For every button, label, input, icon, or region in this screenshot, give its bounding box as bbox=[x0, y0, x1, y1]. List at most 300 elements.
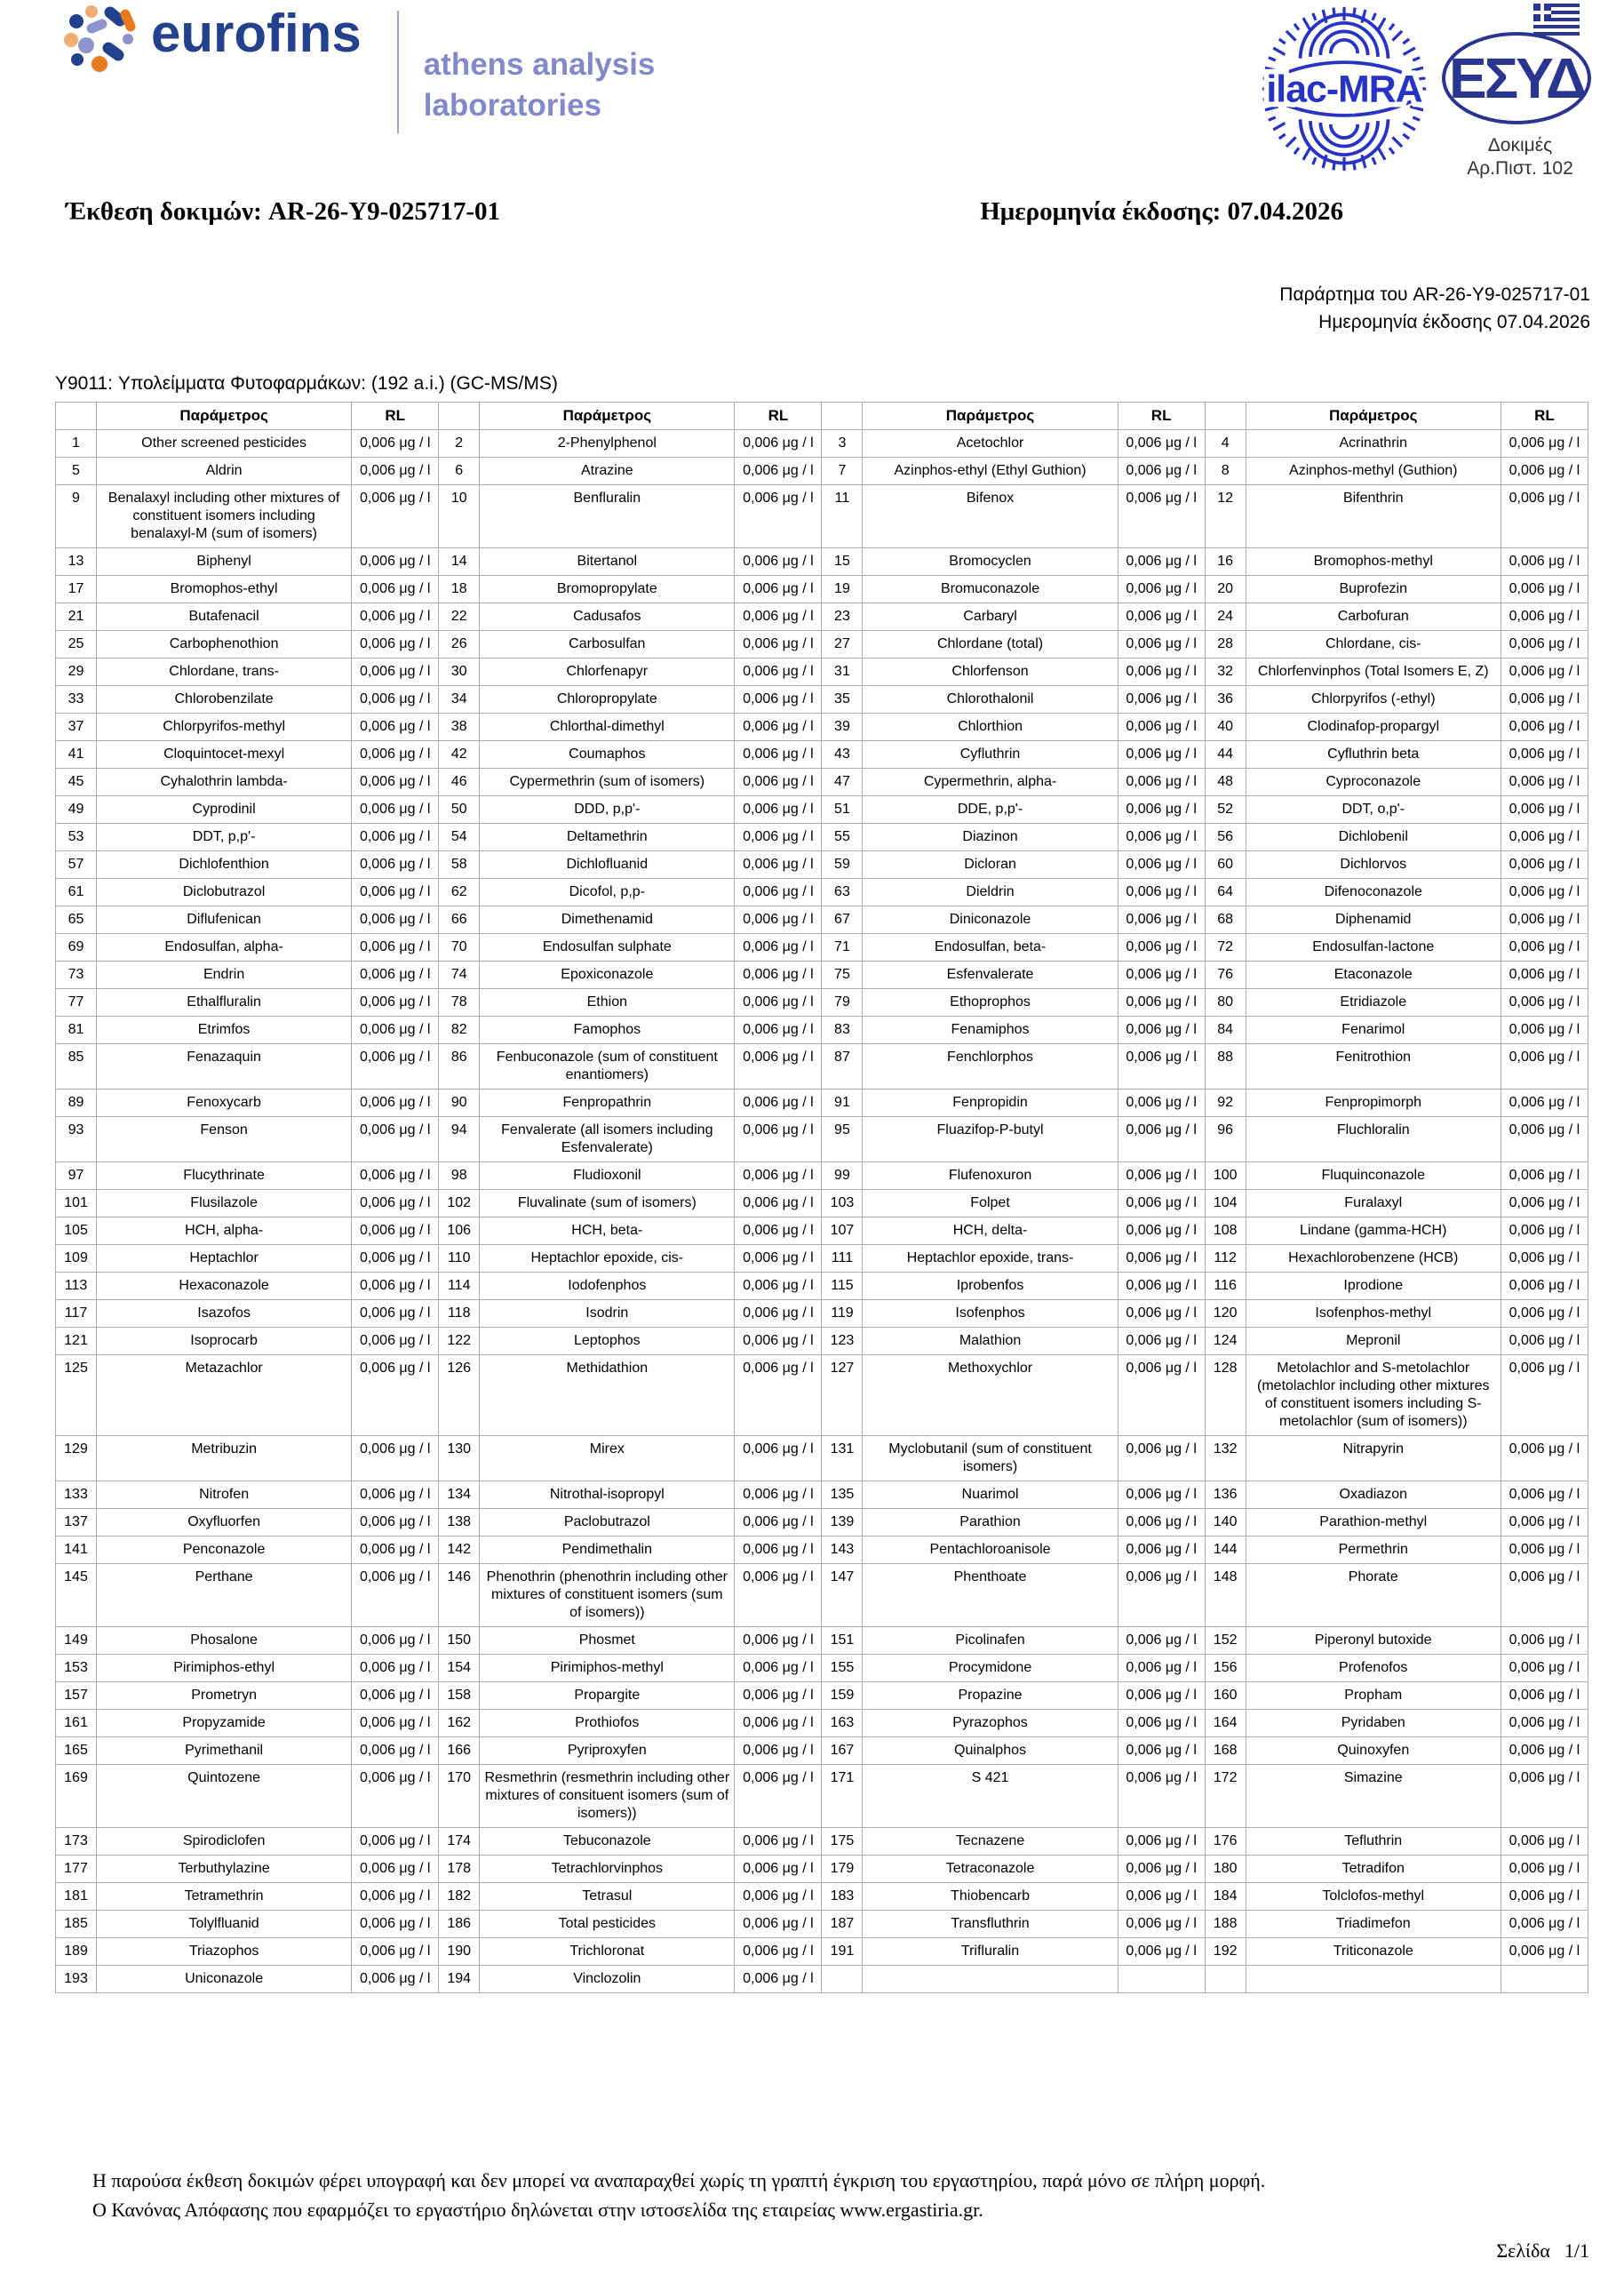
param-number-cell: 159 bbox=[822, 1682, 863, 1710]
param-number-cell: 99 bbox=[822, 1162, 863, 1190]
rl-value-cell: 0,006 μg / l bbox=[352, 1564, 439, 1627]
param-name-cell: Cyprodinil bbox=[97, 796, 352, 824]
param-name-cell: Heptachlor epoxide, cis- bbox=[480, 1245, 735, 1273]
param-number-cell: 21 bbox=[56, 603, 97, 631]
param-number-cell: 30 bbox=[439, 659, 480, 686]
rl-value-cell: 0,006 μg / l bbox=[1501, 485, 1588, 548]
rl-value-cell: 0,006 μg / l bbox=[1501, 1481, 1588, 1509]
param-number-cell: 181 bbox=[56, 1883, 97, 1911]
param-number-cell: 117 bbox=[56, 1300, 97, 1328]
accreditation-block bbox=[1260, 2, 1599, 180]
param-number-cell: 38 bbox=[439, 714, 480, 741]
param-number-cell: 147 bbox=[822, 1564, 863, 1627]
annex-reference: Παράρτημα του AR-26-Y9-025717-01 bbox=[1279, 284, 1590, 305]
param-name-cell: Carbaryl bbox=[863, 603, 1118, 631]
param-name-cell: Prothiofos bbox=[480, 1710, 735, 1737]
param-name-cell: Metolachlor and S-metolachlor (metolachlor including other mixtures of constituent isomers including S-metolachlor (sum of isomers)) bbox=[1246, 1355, 1501, 1436]
param-number-cell: 94 bbox=[439, 1117, 480, 1162]
param-name-cell: Diazinon bbox=[863, 824, 1118, 851]
rl-header-cell: RL bbox=[1118, 403, 1205, 430]
param-name-cell: Fenvalerate (all isomers including Esfenvalerate) bbox=[480, 1117, 735, 1162]
table-row bbox=[56, 962, 1588, 989]
rl-value-cell: 0,006 μg / l bbox=[1501, 1537, 1588, 1564]
param-name-cell: Etridiazole bbox=[1246, 989, 1501, 1017]
table-row bbox=[56, 458, 1588, 485]
rl-value-cell: 0,006 μg / l bbox=[352, 576, 439, 603]
param-name-cell: Chlorothalonil bbox=[863, 686, 1118, 714]
param-number-cell: 154 bbox=[439, 1655, 480, 1682]
param-name-cell: Pirimiphos-methyl bbox=[480, 1655, 735, 1682]
rl-value-cell: 0,006 μg / l bbox=[1118, 962, 1205, 989]
param-number-cell: 146 bbox=[439, 1564, 480, 1627]
annex-block bbox=[1279, 281, 1590, 336]
table-row bbox=[56, 1117, 1588, 1162]
param-header-cell: Παράμετρος bbox=[97, 403, 352, 430]
param-name-cell: Benalaxyl including other mixtures of constituent isomers including benalaxyl-M (sum of isomers) bbox=[97, 485, 352, 548]
param-name-cell: Endrin bbox=[97, 962, 352, 989]
param-number-cell: 114 bbox=[439, 1273, 480, 1300]
param-name-cell: Buprofezin bbox=[1246, 576, 1501, 603]
param-number-cell: 49 bbox=[56, 796, 97, 824]
param-number-cell: 92 bbox=[1205, 1090, 1246, 1117]
param-number-cell: 161 bbox=[56, 1710, 97, 1737]
param-number-cell: 134 bbox=[439, 1481, 480, 1509]
param-number-cell: 6 bbox=[439, 458, 480, 485]
param-name-cell: Picolinafen bbox=[863, 1627, 1118, 1655]
rl-value-cell: 0,006 μg / l bbox=[1118, 686, 1205, 714]
param-name-cell: Carbofuran bbox=[1246, 603, 1501, 631]
table-row bbox=[56, 1481, 1588, 1509]
rl-value-cell: 0,006 μg / l bbox=[735, 769, 822, 796]
rl-value-cell: 0,006 μg / l bbox=[352, 1481, 439, 1509]
brand-subtitle-line2: laboratories bbox=[423, 88, 602, 123]
param-number-cell: 177 bbox=[56, 1856, 97, 1883]
rl-value-cell: 0,006 μg / l bbox=[1118, 1655, 1205, 1682]
rl-value-cell: 0,006 μg / l bbox=[735, 1737, 822, 1765]
param-number-cell: 162 bbox=[439, 1710, 480, 1737]
table-row bbox=[56, 1710, 1588, 1737]
rl-value-cell: 0,006 μg / l bbox=[352, 1162, 439, 1190]
param-number-cell: 48 bbox=[1205, 769, 1246, 796]
table-row bbox=[56, 548, 1588, 576]
param-name-cell: Propazine bbox=[863, 1682, 1118, 1710]
param-name-cell: Tetrachlorvinphos bbox=[480, 1856, 735, 1883]
param-name-cell: Fenoxycarb bbox=[97, 1090, 352, 1117]
param-number-cell: 68 bbox=[1205, 906, 1246, 934]
rl-value-cell: 0,006 μg / l bbox=[735, 1627, 822, 1655]
param-number-cell: 132 bbox=[1205, 1436, 1246, 1481]
param-name-cell: Fenarimol bbox=[1246, 1017, 1501, 1044]
param-name-cell: Fluazifop-P-butyl bbox=[863, 1117, 1118, 1162]
table-row bbox=[56, 1217, 1588, 1245]
param-name-cell: Fenson bbox=[97, 1117, 352, 1162]
param-name-cell: Leptophos bbox=[480, 1328, 735, 1355]
param-name-cell: Permethrin bbox=[1246, 1537, 1501, 1564]
param-name-cell: Oxyfluorfen bbox=[97, 1509, 352, 1537]
param-number-cell: 11 bbox=[822, 485, 863, 548]
param-number-cell: 74 bbox=[439, 962, 480, 989]
index-header-cell bbox=[1205, 403, 1246, 430]
ilac-mra-seal-icon bbox=[1260, 2, 1429, 180]
param-name-cell: Cyproconazole bbox=[1246, 769, 1501, 796]
index-header-cell bbox=[822, 403, 863, 430]
param-name-cell: Famophos bbox=[480, 1017, 735, 1044]
issue-date: Ημερομηνία έκδοσης: 07.04.2026 bbox=[980, 197, 1343, 226]
param-number-cell: 186 bbox=[439, 1911, 480, 1938]
param-name-cell: Cyfluthrin beta bbox=[1246, 741, 1501, 769]
param-name-cell: Esfenvalerate bbox=[863, 962, 1118, 989]
table-row bbox=[56, 1509, 1588, 1537]
rl-value-cell: 0,006 μg / l bbox=[352, 1509, 439, 1537]
rl-value-cell: 0,006 μg / l bbox=[1501, 1765, 1588, 1828]
rl-value-cell: 0,006 μg / l bbox=[352, 1117, 439, 1162]
rl-value-cell: 0,006 μg / l bbox=[1118, 1044, 1205, 1090]
param-name-cell: Fenpropidin bbox=[863, 1090, 1118, 1117]
param-name-cell: Tebuconazole bbox=[480, 1828, 735, 1856]
param-number-cell: 158 bbox=[439, 1682, 480, 1710]
table-row bbox=[56, 1162, 1588, 1190]
param-number-cell: 7 bbox=[822, 458, 863, 485]
param-name-cell: Cadusafos bbox=[480, 603, 735, 631]
param-number-cell: 87 bbox=[822, 1044, 863, 1090]
rl-value-cell: 0,006 μg / l bbox=[1501, 906, 1588, 934]
footnote bbox=[92, 2166, 1265, 2224]
rl-value-cell: 0,006 μg / l bbox=[735, 1938, 822, 1966]
rl-value-cell: 0,006 μg / l bbox=[735, 1355, 822, 1436]
param-name-cell: Fenpropimorph bbox=[1246, 1090, 1501, 1117]
param-name-cell: Pirimiphos-ethyl bbox=[97, 1655, 352, 1682]
param-name-cell: Parathion bbox=[863, 1509, 1118, 1537]
param-number-cell: 32 bbox=[1205, 659, 1246, 686]
table-row bbox=[56, 879, 1588, 906]
param-number-cell: 100 bbox=[1205, 1162, 1246, 1190]
param-number-cell: 37 bbox=[56, 714, 97, 741]
param-number-cell: 141 bbox=[56, 1537, 97, 1564]
param-name-cell: Fenamiphos bbox=[863, 1017, 1118, 1044]
rl-header-cell: RL bbox=[1501, 403, 1588, 430]
rl-value-cell: 0,006 μg / l bbox=[1118, 1938, 1205, 1966]
rl-value-cell: 0,006 μg / l bbox=[735, 631, 822, 659]
param-name-cell: Quinalphos bbox=[863, 1737, 1118, 1765]
rl-value-cell: 0,006 μg / l bbox=[352, 659, 439, 686]
param-number-cell: 156 bbox=[1205, 1655, 1246, 1682]
rl-value-cell: 0,006 μg / l bbox=[1501, 1162, 1588, 1190]
table-row bbox=[56, 603, 1588, 631]
rl-value-cell: 0,006 μg / l bbox=[735, 1537, 822, 1564]
param-number-cell: 179 bbox=[822, 1856, 863, 1883]
table-row bbox=[56, 1355, 1588, 1436]
rl-value-cell: 0,006 μg / l bbox=[735, 430, 822, 458]
rl-value-cell: 0,006 μg / l bbox=[1501, 1938, 1588, 1966]
param-name-cell: Bromophos-methyl bbox=[1246, 548, 1501, 576]
param-name-cell: Tetrasul bbox=[480, 1883, 735, 1911]
param-name-cell: Nitrothal-isopropyl bbox=[480, 1481, 735, 1509]
rl-value-cell: 0,006 μg / l bbox=[735, 1655, 822, 1682]
param-number-cell: 50 bbox=[439, 796, 480, 824]
rl-value-cell: 0,006 μg / l bbox=[735, 686, 822, 714]
param-number-cell: 116 bbox=[1205, 1273, 1246, 1300]
table-row bbox=[56, 741, 1588, 769]
rl-value-cell: 0,006 μg / l bbox=[1501, 1017, 1588, 1044]
rl-value-cell: 0,006 μg / l bbox=[735, 1883, 822, 1911]
rl-value-cell: 0,006 μg / l bbox=[352, 824, 439, 851]
rl-value-cell: 0,006 μg / l bbox=[352, 796, 439, 824]
param-number-cell: 9 bbox=[56, 485, 97, 548]
param-number-cell: 120 bbox=[1205, 1300, 1246, 1328]
rl-value-cell: 0,006 μg / l bbox=[735, 1162, 822, 1190]
param-name-cell: Diphenamid bbox=[1246, 906, 1501, 934]
param-number-cell: 55 bbox=[822, 824, 863, 851]
rl-value-cell: 0,006 μg / l bbox=[1501, 1509, 1588, 1537]
footnote-line1: Η παρούσα έκθεση δοκιμών φέρει υπογραφή και δεν μπορεί να αναπαραχθεί χωρίς τη γραπτή έγκριση του εργαστηρίου, παρά μόνο σε πλήρη μορφή. bbox=[92, 2169, 1266, 2191]
param-number-cell: 19 bbox=[822, 576, 863, 603]
param-name-cell: Dieldrin bbox=[863, 879, 1118, 906]
rl-value-cell: 0,006 μg / l bbox=[352, 1627, 439, 1655]
rl-value-cell: 0,006 μg / l bbox=[1118, 714, 1205, 741]
param-number-cell: 85 bbox=[56, 1044, 97, 1090]
param-number-cell: 45 bbox=[56, 769, 97, 796]
rl-value-cell: 0,006 μg / l bbox=[1118, 1737, 1205, 1765]
param-number-cell: 160 bbox=[1205, 1682, 1246, 1710]
param-name-cell: Deltamethrin bbox=[480, 824, 735, 851]
param-name-cell: Chlorpyrifos-methyl bbox=[97, 714, 352, 741]
param-header-cell: Παράμετρος bbox=[863, 403, 1118, 430]
rl-value-cell: 0,006 μg / l bbox=[735, 1509, 822, 1537]
table-row bbox=[56, 686, 1588, 714]
param-number-cell: 172 bbox=[1205, 1765, 1246, 1828]
rl-value-cell: 0,006 μg / l bbox=[1501, 1627, 1588, 1655]
param-number-cell: 157 bbox=[56, 1682, 97, 1710]
rl-value-cell: 0,006 μg / l bbox=[1118, 1300, 1205, 1328]
param-name-cell: Dichlorvos bbox=[1246, 851, 1501, 879]
param-name-cell: Tolylfluanid bbox=[97, 1911, 352, 1938]
param-number-cell: 76 bbox=[1205, 962, 1246, 989]
rl-value-cell bbox=[1501, 1966, 1588, 1993]
table-row bbox=[56, 659, 1588, 686]
param-name-cell: Triticonazole bbox=[1246, 1938, 1501, 1966]
rl-value-cell: 0,006 μg / l bbox=[735, 1828, 822, 1856]
rl-value-cell: 0,006 μg / l bbox=[1118, 1090, 1205, 1117]
rl-value-cell: 0,006 μg / l bbox=[735, 1190, 822, 1217]
param-name-cell: Fenazaquin bbox=[97, 1044, 352, 1090]
param-number-cell: 165 bbox=[56, 1737, 97, 1765]
param-name-cell: Epoxiconazole bbox=[480, 962, 735, 989]
param-name-cell: S 421 bbox=[863, 1765, 1118, 1828]
param-name-cell: Aldrin bbox=[97, 458, 352, 485]
rl-value-cell: 0,006 μg / l bbox=[735, 1911, 822, 1938]
param-number-cell: 83 bbox=[822, 1017, 863, 1044]
eurofins-logo-icon bbox=[64, 4, 139, 83]
param-number-cell: 72 bbox=[1205, 934, 1246, 962]
param-name-cell: Diclobutrazol bbox=[97, 879, 352, 906]
rl-value-cell bbox=[1118, 1966, 1205, 1993]
param-name-cell: Quinoxyfen bbox=[1246, 1737, 1501, 1765]
param-number-cell: 125 bbox=[56, 1355, 97, 1436]
rl-value-cell: 0,006 μg / l bbox=[1501, 631, 1588, 659]
param-name-cell: Chloropropylate bbox=[480, 686, 735, 714]
rl-value-cell: 0,006 μg / l bbox=[1118, 1883, 1205, 1911]
param-number-cell: 153 bbox=[56, 1655, 97, 1682]
param-number-cell: 8 bbox=[1205, 458, 1246, 485]
param-number-cell: 39 bbox=[822, 714, 863, 741]
param-name-cell: Perthane bbox=[97, 1564, 352, 1627]
param-header-cell: Παράμετρος bbox=[480, 403, 735, 430]
rl-value-cell: 0,006 μg / l bbox=[1118, 576, 1205, 603]
param-number-cell: 168 bbox=[1205, 1737, 1246, 1765]
param-number-cell: 2 bbox=[439, 430, 480, 458]
rl-value-cell: 0,006 μg / l bbox=[1118, 548, 1205, 576]
table-row bbox=[56, 430, 1588, 458]
param-number-cell: 115 bbox=[822, 1273, 863, 1300]
table-row bbox=[56, 1883, 1588, 1911]
param-number-cell: 183 bbox=[822, 1883, 863, 1911]
param-number-cell: 82 bbox=[439, 1017, 480, 1044]
table-row bbox=[56, 1300, 1588, 1328]
greek-flag-icon bbox=[1533, 4, 1580, 36]
param-number-cell: 104 bbox=[1205, 1190, 1246, 1217]
param-number-cell: 34 bbox=[439, 686, 480, 714]
rl-value-cell: 0,006 μg / l bbox=[735, 603, 822, 631]
param-number-cell: 22 bbox=[439, 603, 480, 631]
rl-value-cell: 0,006 μg / l bbox=[352, 714, 439, 741]
rl-value-cell: 0,006 μg / l bbox=[1118, 1328, 1205, 1355]
rl-value-cell: 0,006 μg / l bbox=[1501, 1655, 1588, 1682]
rl-value-cell: 0,006 μg / l bbox=[1118, 631, 1205, 659]
param-name-cell: Trifluralin bbox=[863, 1938, 1118, 1966]
param-name-cell: Benfluralin bbox=[480, 485, 735, 548]
param-name-cell: Dichlofenthion bbox=[97, 851, 352, 879]
param-name-cell: Butafenacil bbox=[97, 603, 352, 631]
param-name-cell: Bromophos-ethyl bbox=[97, 576, 352, 603]
param-name-cell: Metazachlor bbox=[97, 1355, 352, 1436]
table-row bbox=[56, 1938, 1588, 1966]
param-name-cell: Methoxychlor bbox=[863, 1355, 1118, 1436]
param-number-cell: 135 bbox=[822, 1481, 863, 1509]
param-number-cell: 103 bbox=[822, 1190, 863, 1217]
param-number-cell: 192 bbox=[1205, 1938, 1246, 1966]
rl-value-cell: 0,006 μg / l bbox=[352, 1190, 439, 1217]
table-row bbox=[56, 769, 1588, 796]
table-row bbox=[56, 1682, 1588, 1710]
rl-value-cell: 0,006 μg / l bbox=[1501, 769, 1588, 796]
param-number-cell: 176 bbox=[1205, 1828, 1246, 1856]
param-name-cell: Lindane (gamma-HCH) bbox=[1246, 1217, 1501, 1245]
param-name-cell: Pendimethalin bbox=[480, 1537, 735, 1564]
rl-value-cell: 0,006 μg / l bbox=[735, 1245, 822, 1273]
param-number-cell: 78 bbox=[439, 989, 480, 1017]
param-number-cell: 4 bbox=[1205, 430, 1246, 458]
rl-value-cell: 0,006 μg / l bbox=[1118, 989, 1205, 1017]
rl-value-cell: 0,006 μg / l bbox=[1501, 1117, 1588, 1162]
param-number-cell: 62 bbox=[439, 879, 480, 906]
param-name-cell: Difenoconazole bbox=[1246, 879, 1501, 906]
param-name-cell: Phenothrin (phenothrin including other mixtures of constituent isomers (sum of isomers)) bbox=[480, 1564, 735, 1627]
param-name-cell: Fenpropathrin bbox=[480, 1090, 735, 1117]
param-number-cell: 178 bbox=[439, 1856, 480, 1883]
param-name-cell: Azinphos-ethyl (Ethyl Guthion) bbox=[863, 458, 1118, 485]
brand-subtitle-line1: athens analysis bbox=[423, 47, 656, 82]
table-row bbox=[56, 1966, 1588, 1993]
rl-value-cell: 0,006 μg / l bbox=[1501, 686, 1588, 714]
param-name-cell: Myclobutanil (sum of constituent isomers) bbox=[863, 1436, 1118, 1481]
rl-value-cell: 0,006 μg / l bbox=[735, 576, 822, 603]
param-name-cell: Cyhalothrin lambda- bbox=[97, 769, 352, 796]
param-name-cell: Folpet bbox=[863, 1190, 1118, 1217]
table-row bbox=[56, 1828, 1588, 1856]
esyd-logo-icon bbox=[1441, 2, 1599, 131]
rl-header-cell: RL bbox=[735, 403, 822, 430]
param-number-cell: 149 bbox=[56, 1627, 97, 1655]
param-name-cell: Heptachlor bbox=[97, 1245, 352, 1273]
rl-value-cell: 0,006 μg / l bbox=[1501, 1300, 1588, 1328]
param-number-cell: 107 bbox=[822, 1217, 863, 1245]
rl-value-cell: 0,006 μg / l bbox=[352, 906, 439, 934]
param-name-cell: Etrimfos bbox=[97, 1017, 352, 1044]
param-name-cell: Iprobenfos bbox=[863, 1273, 1118, 1300]
param-number-cell: 142 bbox=[439, 1537, 480, 1564]
rl-value-cell: 0,006 μg / l bbox=[1501, 1911, 1588, 1938]
rl-value-cell: 0,006 μg / l bbox=[1118, 1627, 1205, 1655]
param-name-cell: Chlorpyrifos (-ethyl) bbox=[1246, 686, 1501, 714]
param-name-cell: Tetramethrin bbox=[97, 1883, 352, 1911]
param-name-cell: Thiobencarb bbox=[863, 1883, 1118, 1911]
param-number-cell: 24 bbox=[1205, 603, 1246, 631]
rl-value-cell: 0,006 μg / l bbox=[1118, 1217, 1205, 1245]
param-name-cell: Paclobutrazol bbox=[480, 1509, 735, 1537]
rl-value-cell: 0,006 μg / l bbox=[1118, 906, 1205, 934]
rl-value-cell: 0,006 μg / l bbox=[352, 686, 439, 714]
param-number-cell: 16 bbox=[1205, 548, 1246, 576]
param-name-cell: Bitertanol bbox=[480, 548, 735, 576]
param-name-cell: Cypermethrin, alpha- bbox=[863, 769, 1118, 796]
rl-value-cell: 0,006 μg / l bbox=[1118, 1856, 1205, 1883]
rl-value-cell: 0,006 μg / l bbox=[1501, 1090, 1588, 1117]
rl-value-cell: 0,006 μg / l bbox=[735, 1090, 822, 1117]
rl-value-cell: 0,006 μg / l bbox=[352, 603, 439, 631]
rl-value-cell: 0,006 μg / l bbox=[1501, 1564, 1588, 1627]
esyd-label: ΕΣΥΔ bbox=[1449, 46, 1584, 110]
rl-value-cell: 0,006 μg / l bbox=[1501, 458, 1588, 485]
param-number-cell: 136 bbox=[1205, 1481, 1246, 1509]
rl-value-cell: 0,006 μg / l bbox=[735, 1966, 822, 1993]
param-number-cell: 122 bbox=[439, 1328, 480, 1355]
param-number-cell: 93 bbox=[56, 1117, 97, 1162]
rl-value-cell: 0,006 μg / l bbox=[352, 879, 439, 906]
param-number-cell: 175 bbox=[822, 1828, 863, 1856]
rl-value-cell: 0,006 μg / l bbox=[1501, 714, 1588, 741]
param-name-cell: DDE, p,p'- bbox=[863, 796, 1118, 824]
param-number-cell: 188 bbox=[1205, 1911, 1246, 1938]
param-name-cell: Fluquinconazole bbox=[1246, 1162, 1501, 1190]
param-name-cell: DDT, p,p'- bbox=[97, 824, 352, 851]
rl-value-cell: 0,006 μg / l bbox=[735, 1328, 822, 1355]
param-name-cell: Nitrofen bbox=[97, 1481, 352, 1509]
table-row bbox=[56, 1655, 1588, 1682]
param-name-cell: Fluchloralin bbox=[1246, 1117, 1501, 1162]
table-row bbox=[56, 485, 1588, 548]
param-number-cell: 182 bbox=[439, 1883, 480, 1911]
page-number: 1/1 bbox=[1564, 2239, 1589, 2262]
table-row bbox=[56, 796, 1588, 824]
param-name-cell: HCH, delta- bbox=[863, 1217, 1118, 1245]
rl-value-cell: 0,006 μg / l bbox=[1118, 824, 1205, 851]
param-name-cell: Isofenphos bbox=[863, 1300, 1118, 1328]
table-row bbox=[56, 1856, 1588, 1883]
param-number-cell: 184 bbox=[1205, 1883, 1246, 1911]
page-number-block bbox=[1496, 2239, 1589, 2263]
param-name-cell: Tetradifon bbox=[1246, 1856, 1501, 1883]
param-name-cell: DDD, p,p'- bbox=[480, 796, 735, 824]
